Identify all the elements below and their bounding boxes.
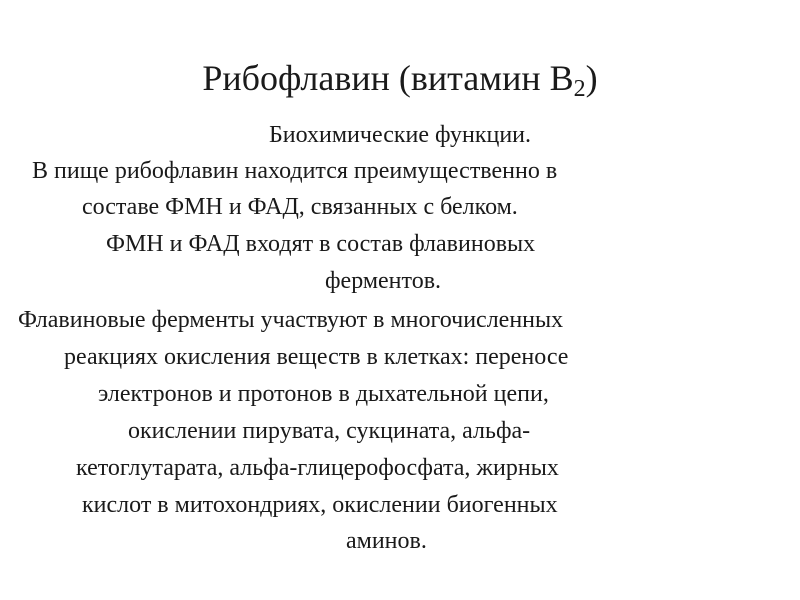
line-paragraph-2b: ферментов. [325,268,442,294]
line-paragraph-3b: реакциях окисления веществ в клетках: переносе [64,344,569,370]
line-paragraph-3c: электронов и протонов в дыхательной цепи, [98,381,549,407]
title-subscript: 2 [573,76,586,102]
line-paragraph-2a: ФМН и ФАД входят в состав флавиновых [106,231,536,257]
line-paragraph-3e: кетоглутарата, альфа-глицерофосфата, жирных [76,455,559,481]
line-paragraph-3a: Флавиновые ферменты участвуют в многочисленных [18,307,564,333]
title-main: Рибофлавин (витамин B [202,58,574,98]
title-close-paren: ) [585,58,598,98]
line-paragraph-3f: кислот в митохондриях, окислении биогенных [82,492,558,518]
line-paragraph-1a: В пище рибофлавин находится преимущественно в [32,158,558,184]
slide-title [0,56,800,100]
line-paragraph-3g: аминов. [346,528,427,554]
line-heading: Биохимические функции. [268,122,532,148]
line-paragraph-3d: окислении пирувата, сукцината, альфа- [128,418,531,444]
line-paragraph-1b: составе ФМН и ФАД, связанных с белком. [82,194,518,220]
